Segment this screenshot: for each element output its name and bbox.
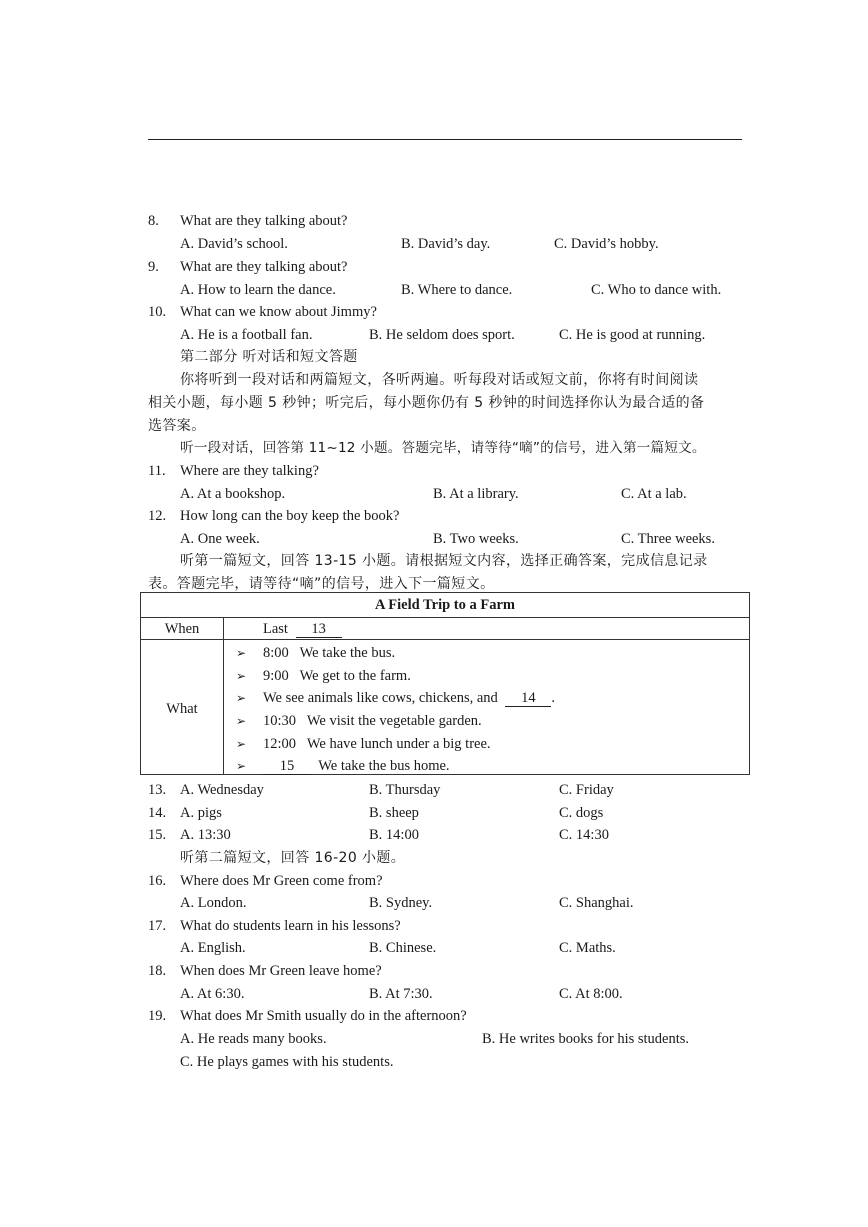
question-number: 10.	[148, 304, 167, 320]
option-b: B. 14:00	[369, 827, 419, 843]
option-c: C. Maths.	[559, 940, 616, 956]
instruction-text: 听一段对话，回答第 11~12 小题。答题完毕，请等待“嘀”的信号，进入第一篇短文。	[180, 440, 706, 456]
option-b: B. At 7:30.	[369, 986, 433, 1002]
option-c: C. David’s hobby.	[554, 236, 659, 252]
question-number: 15.	[148, 827, 167, 843]
option-c: C. 14:30	[559, 827, 609, 843]
option-a: A. At a bookshop.	[180, 486, 286, 502]
question-number: 17.	[148, 918, 167, 934]
field-trip-table	[140, 592, 750, 775]
instruction-text: 你将听到一段对话和两篇短文，各听两遍。听每段对话或短文前，你将有时间阅读	[180, 372, 699, 388]
option-a: A. English.	[180, 940, 246, 956]
option-c: C. dogs	[559, 805, 604, 821]
instruction-text: 表。答题完毕，请等待“嘀”的信号，进入下一篇短文。	[148, 576, 495, 592]
option-c: C. At a lab.	[621, 486, 687, 502]
table-divider	[223, 617, 224, 774]
question-number: 9.	[148, 259, 159, 275]
arrow-bullet-icon: ➢	[236, 759, 247, 773]
schedule-text: We take the bus home.	[318, 758, 450, 774]
schedule-row	[263, 712, 482, 730]
option-b: B. He seldom does sport.	[369, 327, 515, 343]
schedule-text: We take the bus.	[299, 645, 396, 661]
option-c: C. Three weeks.	[621, 531, 715, 547]
schedule-time: 8:00	[263, 645, 289, 661]
schedule-text: We visit the vegetable garden.	[306, 713, 482, 729]
arrow-bullet-icon: ➢	[236, 646, 247, 660]
question-text: How long can the boy keep the book?	[180, 508, 400, 524]
arrow-bullet-icon: ➢	[236, 669, 247, 683]
option-b: B. David’s day.	[401, 236, 491, 252]
schedule-row	[263, 689, 555, 707]
schedule-text: We see animals like cows, chickens, and	[263, 690, 498, 706]
option-c: C. Friday	[559, 782, 614, 798]
option-c: C. He is good at running.	[559, 327, 706, 343]
question-number: 14.	[148, 805, 167, 821]
header-rule	[148, 139, 742, 140]
question-text: What are they talking about?	[180, 213, 348, 229]
option-a: A. Wednesday	[180, 782, 264, 798]
option-a: A. 13:30	[180, 827, 231, 843]
arrow-bullet-icon: ➢	[236, 714, 247, 728]
question-number: 13.	[148, 782, 167, 798]
option-c: C. Shanghai.	[559, 895, 634, 911]
option-b: B. sheep	[369, 805, 419, 821]
option-b: B. He writes books for his students.	[482, 1031, 690, 1047]
answer-blank-14: 14	[505, 691, 551, 707]
question-number: 18.	[148, 963, 167, 979]
when-value	[263, 620, 342, 638]
table-divider	[141, 617, 749, 618]
instruction-text: 听第二篇短文，回答 16-20 小题。	[180, 850, 406, 866]
option-a: A. pigs	[180, 805, 222, 821]
question-number: 8.	[148, 213, 159, 229]
option-b: B. Sydney.	[369, 895, 433, 911]
table-divider	[141, 639, 749, 640]
section-heading: 第二部分 听对话和短文答题	[180, 349, 358, 365]
option-a: A. David’s school.	[180, 236, 288, 252]
what-label: What	[166, 701, 198, 717]
schedule-text: We get to the farm.	[299, 668, 411, 684]
schedule-row	[263, 667, 411, 685]
option-c: C. At 8:00.	[559, 986, 623, 1002]
option-a: A. How to learn the dance.	[180, 282, 336, 298]
question-number: 16.	[148, 873, 167, 889]
question-text: Where does Mr Green come from?	[180, 873, 383, 889]
schedule-time: 12:00	[263, 736, 297, 752]
instruction-text: 听第一篇短文，回答 13-15 小题。请根据短文内容，选择正确答案，完成信息记录	[180, 553, 708, 569]
option-b: B. Where to dance.	[401, 282, 513, 298]
option-b: B. Thursday	[369, 782, 441, 798]
option-c: C. Who to dance with.	[591, 282, 722, 298]
option-a: A. He reads many books.	[180, 1031, 327, 1047]
question-number: 12.	[148, 508, 167, 524]
schedule-text: We have lunch under a big tree.	[306, 736, 491, 752]
instruction-text: 相关小题，每小题 5 秒钟；听完后，每小题你仍有 5 秒钟的时间选择你认为最合适的备	[148, 395, 705, 411]
option-c: C. He plays games with his students.	[180, 1054, 394, 1070]
option-b: B. Chinese.	[369, 940, 437, 956]
option-b: B. At a library.	[433, 486, 519, 502]
option-a: A. London.	[180, 895, 247, 911]
when-label: When	[164, 621, 200, 637]
when-prefix: Last	[263, 621, 288, 637]
schedule-row	[263, 644, 395, 662]
instruction-text: 选答案。	[148, 418, 206, 434]
schedule-row	[263, 735, 491, 753]
question-text: Where are they talking?	[180, 463, 319, 479]
answer-blank-13: 13	[296, 622, 342, 638]
option-a: A. One week.	[180, 531, 260, 547]
question-text: When does Mr Green leave home?	[180, 963, 382, 979]
option-b: B. Two weeks.	[433, 531, 519, 547]
arrow-bullet-icon: ➢	[236, 737, 247, 751]
question-number: 19.	[148, 1008, 167, 1024]
schedule-time: 9:00	[263, 668, 289, 684]
schedule-row	[263, 757, 450, 775]
schedule-suffix: .	[551, 690, 556, 706]
table-title: A Field Trip to a Farm	[374, 597, 516, 613]
question-text: What can we know about Jimmy?	[180, 304, 377, 320]
arrow-bullet-icon: ➢	[236, 691, 247, 705]
question-text: What does Mr Smith usually do in the afternoon?	[180, 1008, 467, 1024]
question-number: 11.	[148, 463, 166, 479]
schedule-time: 10:30	[263, 713, 297, 729]
question-text: What do students learn in his lessons?	[180, 918, 401, 934]
option-a: A. At 6:30.	[180, 986, 245, 1002]
question-text: What are they talking about?	[180, 259, 348, 275]
option-a: A. He is a football fan.	[180, 327, 313, 343]
answer-blank-15: 15	[263, 759, 311, 775]
